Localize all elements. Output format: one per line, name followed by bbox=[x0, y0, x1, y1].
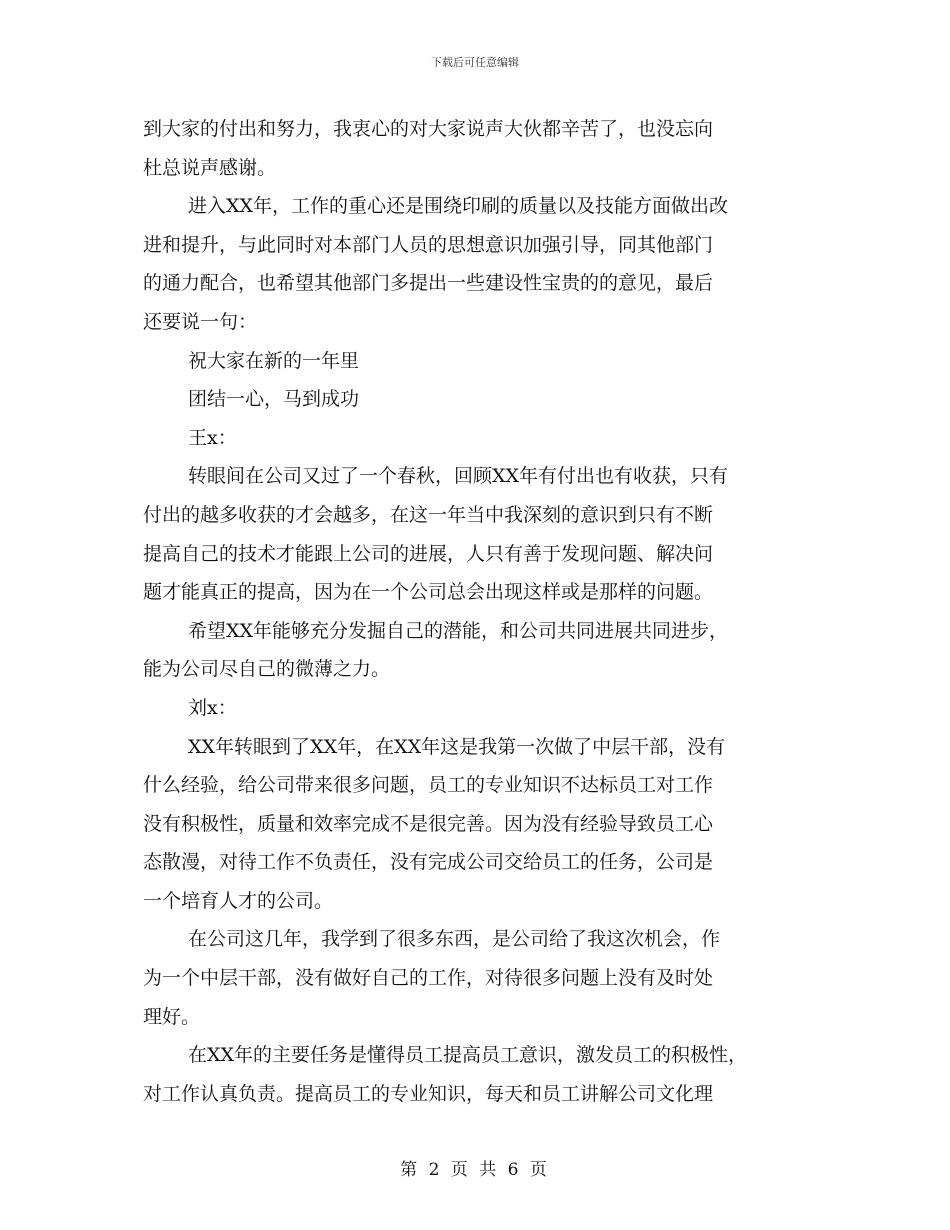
text-line: 祝大家在新的一年里 bbox=[188, 349, 360, 372]
text-line: 什么经验，给公司带来很多问题，员工的专业知识不达标员工对工作 bbox=[143, 774, 714, 797]
text-line: 付出的越多收获的才会越多，在这一年当中我深刻的意识到只有不断 bbox=[143, 503, 714, 526]
text-line: 提高自己的技术才能跟上公司的进展，人只有善于发现问题、解决问 bbox=[143, 542, 714, 565]
text-line: 为一个中层干部，没有做好自己的工作，对待很多问题上没有及时处 bbox=[143, 967, 714, 990]
text-line: 进入XX年，工作的重心还是围绕印刷的质量以及技能方面做出改 bbox=[188, 195, 729, 218]
text-line: 能为公司尽自己的微薄之力。 bbox=[143, 658, 391, 681]
text-line: 没有积极性，质量和效率完成不是很完善。因为没有经验导致员工心 bbox=[143, 812, 714, 835]
text-line: 王x： bbox=[188, 426, 237, 449]
text-line: 团结一心，马到成功 bbox=[188, 388, 360, 411]
text-line: 理好。 bbox=[143, 1005, 201, 1028]
text-line: 杜总说声感谢。 bbox=[143, 156, 277, 179]
text-line: XX年转眼到了XX年，在XX年这是我第一次做了中层干部，没有 bbox=[188, 735, 726, 758]
text-line: 还要说一句： bbox=[143, 310, 258, 333]
page-header: 下载后可任意编辑 bbox=[431, 56, 519, 69]
text-line: 一个培育人才的公司。 bbox=[143, 889, 334, 912]
text-line: 的通力配合，也希望其他部门多提出一些建设性宝贵的的意见，最后 bbox=[143, 272, 714, 295]
text-line: 在公司这几年，我学到了很多东西，是公司给了我这次机会，作 bbox=[188, 928, 721, 951]
text-line: 希望XX年能够充分发掘自己的潜能，和公司共同进展共同进步， bbox=[188, 619, 729, 642]
text-line: 到大家的付出和努力，我衷心的对大家说声大伙都辛苦了，也没忘向 bbox=[143, 118, 714, 140]
text-line: 转眼间在公司又过了一个春秋，回顾XX年有付出也有收获，只有 bbox=[188, 465, 729, 488]
text-line: 题才能真正的提高，因为在一个公司总会出现这样或是那样的问题。 bbox=[143, 581, 714, 604]
text-line: 对工作认真负责。提高员工的专业知识，每天和员工讲解公司文化理 bbox=[143, 1082, 714, 1105]
page-footer: 第 2 页 共 6 页 bbox=[400, 1160, 550, 1180]
body-text bbox=[143, 110, 823, 1113]
text-line: 态散漫，对待工作不负责任，没有完成公司交给员工的任务，公司是 bbox=[143, 851, 714, 874]
text-line: 在XX年的主要任务是懂得员工提高员工意识，激发员工的积极性， bbox=[188, 1044, 748, 1067]
text-line: 刘x： bbox=[188, 696, 237, 719]
text-line: 进和提升，与此同时对本部门人员的思想意识加强引导，同其他部门 bbox=[143, 233, 714, 256]
